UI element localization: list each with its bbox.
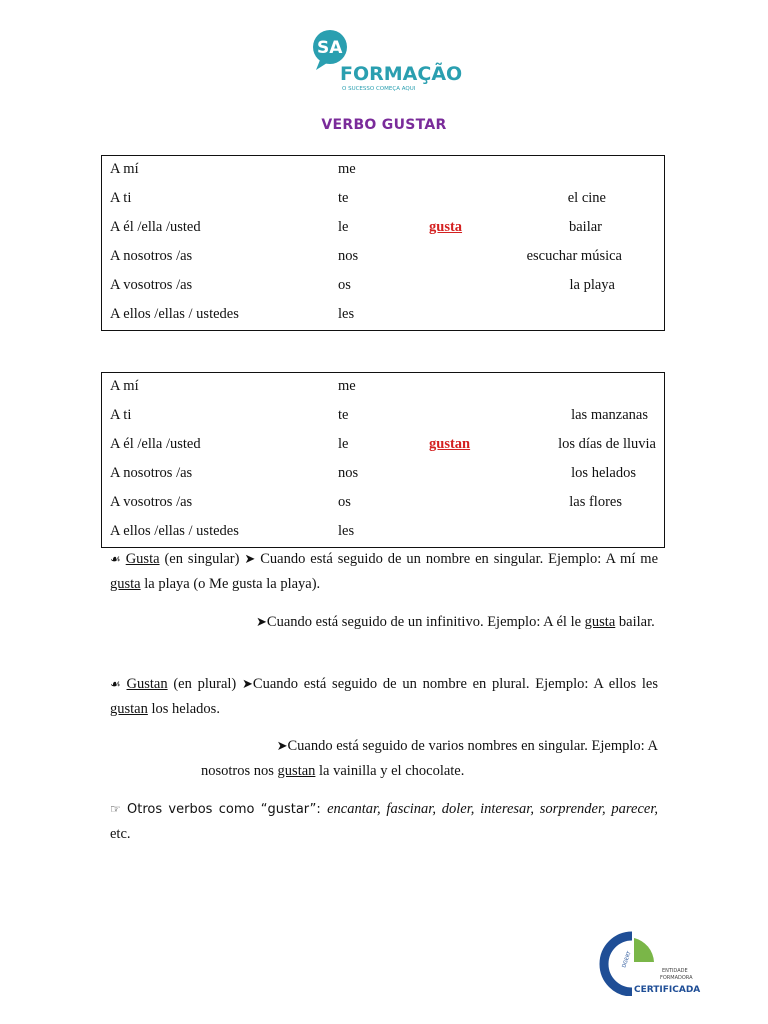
arrow-icon: ➤ (244, 552, 256, 567)
note-text: Cuando está seguido de un nombre en plural. Ejemplo: A ellos les (252, 676, 659, 692)
logo-sa: SA (317, 38, 343, 58)
page-title: VERBO GUSTAR (321, 117, 447, 133)
pointing-hand-icon: ☞ (110, 802, 121, 816)
subject-cell: A ellos /ellas / ustedes (110, 306, 239, 322)
table-row (102, 460, 664, 489)
subject-cell: A ellos /ellas / ustedes (110, 523, 239, 539)
table-row (102, 156, 664, 185)
cert-big: CERTIFICADA (634, 985, 701, 995)
note-text: Cuando está seguido de varios nombres en singular. Ejemplo: A (287, 738, 658, 754)
object-cell: los helados (571, 465, 636, 481)
logo-tagline: O SUCESSO COMEÇA AQUI (342, 86, 416, 92)
arrow-icon: ➤ (276, 739, 288, 754)
note-text: Otros verbos como “gustar”: (120, 802, 328, 817)
note-text: los helados. (147, 701, 220, 717)
object-cell: los días de lluvia (558, 436, 656, 452)
subject-cell: A vosotros /as (110, 494, 193, 510)
fleuron-icon: ☙ (110, 677, 121, 691)
subject-cell: A él /ella /usted (110, 436, 201, 452)
table-row (102, 214, 664, 243)
sa-formacao-logo (312, 26, 462, 96)
note-text: Cuando está seguido de un infinitivo. Ejemplo: A él le (266, 614, 585, 630)
note-text: Cuando está seguido de un nombre en singular. Ejemplo: A mí me (255, 551, 659, 567)
subject-cell: A vosotros /as (110, 277, 193, 293)
pronoun-cell: nos (338, 465, 359, 481)
verb-list: encantar, fascinar, doler, interesar, sorprender, parecer, (327, 801, 658, 817)
logo-formacao: FORMAÇÃO (340, 63, 462, 85)
pronoun-cell: os (338, 494, 351, 510)
subject-cell: A él /ella /usted (110, 219, 201, 235)
arrow-icon: ➤ (256, 615, 267, 630)
table-row (102, 489, 664, 518)
conjugation-table-gustan (101, 372, 665, 548)
subject-cell: A ti (110, 190, 132, 206)
table-row (102, 243, 664, 272)
note-text: bailar. (615, 614, 655, 630)
pronoun-cell: les (338, 523, 355, 539)
note-other-verbs (110, 797, 658, 847)
pronoun-cell: os (338, 277, 351, 293)
pronoun-cell: le (338, 436, 349, 452)
object-cell: el cine (567, 190, 606, 206)
note-text: (en singular) (159, 551, 245, 567)
table-row (102, 402, 664, 431)
note-keyword: gusta (584, 614, 616, 630)
pronoun-cell: les (338, 306, 355, 322)
pronoun-cell: me (338, 161, 356, 177)
object-cell: bailar (568, 219, 602, 235)
conjugation-table-gusta (101, 155, 665, 331)
note-text: (en plural) (167, 676, 243, 692)
object-cell: las flores (569, 494, 622, 510)
subject-cell: A nosotros /as (110, 248, 193, 264)
subject-cell: A mí (110, 161, 139, 177)
verb-cell: gusta (429, 219, 463, 235)
note-keyword: Gusta (125, 551, 160, 567)
certified-entity-logo (598, 930, 702, 996)
note-text: nosotros nos (201, 763, 278, 779)
note-keyword: gustan (277, 763, 316, 779)
subject-cell: A nosotros /as (110, 465, 193, 481)
fleuron-icon: ☙ (110, 552, 121, 566)
cert-line-1: ENTIDADE (662, 968, 688, 974)
note-gusta-singular (110, 547, 658, 597)
pronoun-cell: me (338, 378, 356, 394)
note-gusta-infinitive (110, 610, 658, 635)
pronoun-cell: te (338, 190, 349, 206)
note-text: etc. (110, 826, 131, 842)
table-row (102, 272, 664, 301)
table-row (102, 185, 664, 214)
table-row (102, 373, 664, 402)
arrow-icon: ➤ (242, 677, 253, 692)
note-gustan-several (110, 734, 658, 784)
cert-arc-text: DGERT (621, 950, 633, 969)
note-keyword: gustan (110, 701, 148, 717)
pronoun-cell: nos (338, 248, 359, 264)
table-row (102, 518, 664, 547)
verb-cell: gustan (429, 436, 471, 452)
subject-cell: A ti (110, 407, 132, 423)
table-row (102, 431, 664, 460)
cert-line-2: FORMADORA (660, 975, 693, 981)
subject-cell: A mí (110, 378, 139, 394)
note-text: la vainilla y el chocolate. (315, 763, 465, 779)
note-gustan-plural (110, 672, 658, 722)
pronoun-cell: te (338, 407, 349, 423)
table-row (102, 301, 664, 330)
pronoun-cell: le (338, 219, 349, 235)
object-cell: la playa (569, 277, 615, 293)
note-keyword: gusta (110, 576, 141, 592)
note-text: la playa (o Me gusta la playa). (140, 576, 321, 592)
object-cell: las manzanas (571, 407, 648, 423)
note-keyword: Gustan (126, 676, 168, 692)
object-cell: escuchar música (526, 248, 622, 264)
